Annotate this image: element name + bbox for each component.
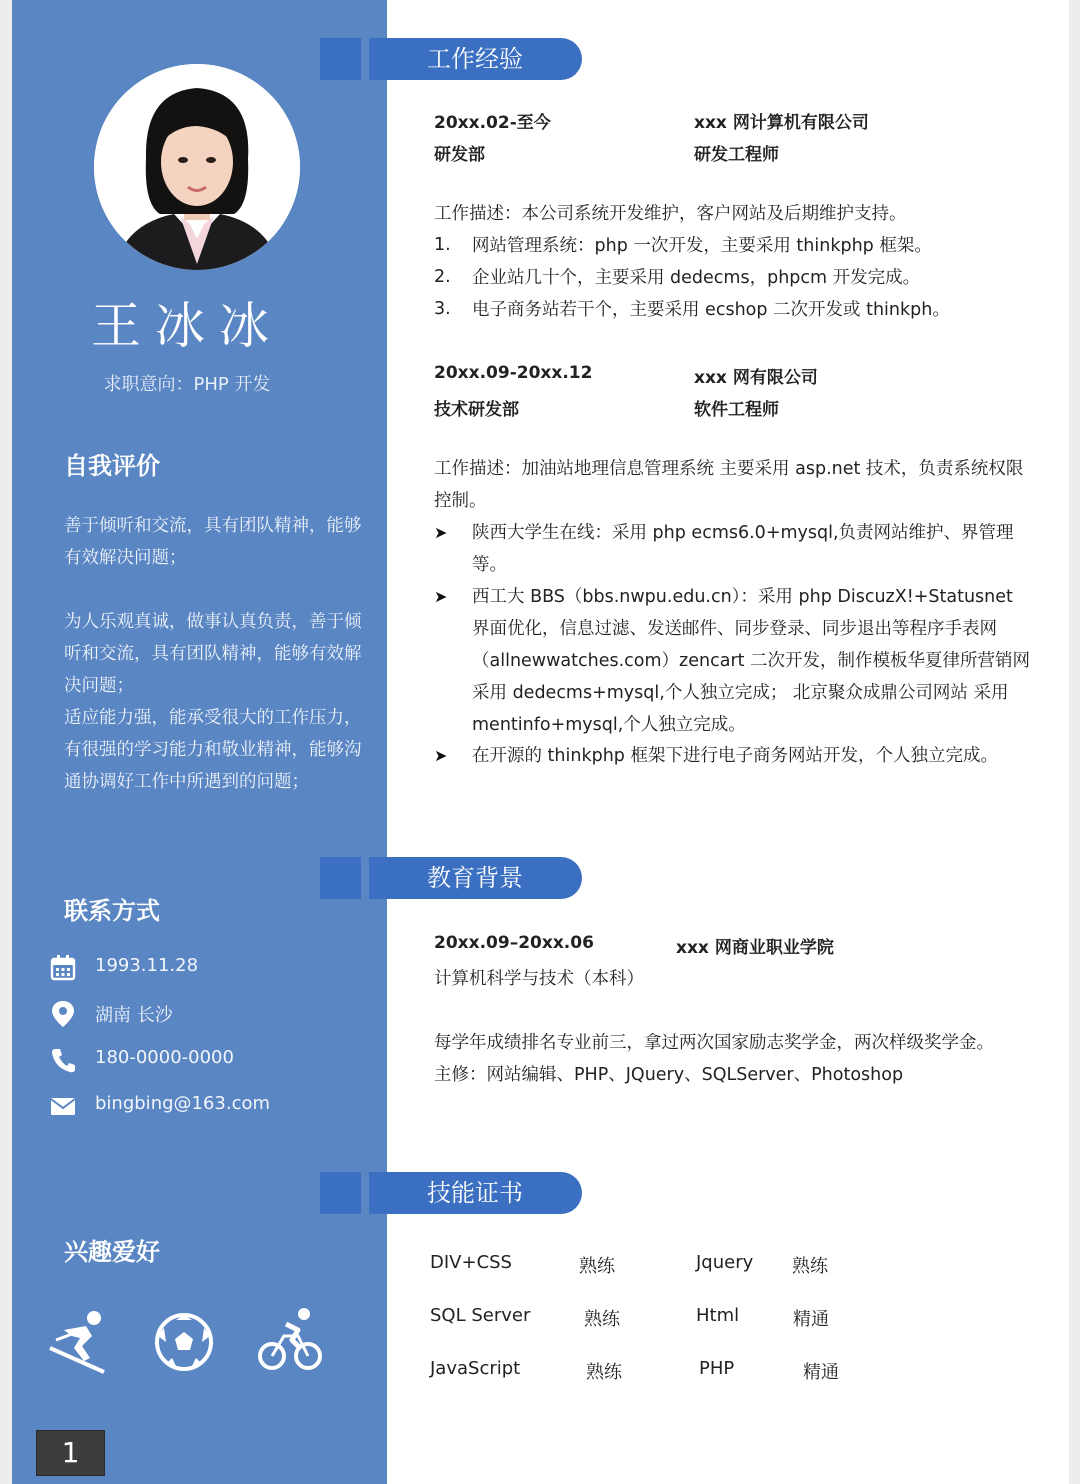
- job1-position: 研发工程师: [694, 145, 779, 165]
- birthday-text: 1993.11.28: [95, 955, 199, 976]
- location-pin-icon: [50, 1000, 76, 1028]
- education-section-title: 教育背景: [369, 857, 582, 899]
- work-section-tag: [320, 38, 582, 80]
- job1-item-1: 网站管理系统：php 一次开发，主要采用 thinkphp 框架。: [472, 236, 932, 256]
- phone-text: 180-0000-0000: [95, 1047, 234, 1068]
- work-section-title: 工作经验: [369, 38, 582, 80]
- bullet-arrow-icon: ➤: [434, 523, 448, 542]
- skiing-icon: [46, 1306, 110, 1376]
- section-square: [320, 38, 361, 80]
- self-eval-paragraph-2: 为人乐观真诚，做事认真负责，善于倾听和交流，具有团队精神，能够有效解决问题；: [64, 612, 362, 696]
- email-text: bingbing@163.com: [95, 1093, 271, 1114]
- education-major: 计算机科学与技术（本科）: [434, 969, 644, 989]
- skill-name: DIV+CSS: [430, 1252, 512, 1273]
- job1-company: xxx 网计算机有限公司: [694, 113, 869, 133]
- job1-item-2-number: 2.: [434, 267, 451, 287]
- section-square: [320, 857, 361, 899]
- education-section-tag: [320, 857, 582, 899]
- job1-department: 研发部: [434, 145, 485, 165]
- job1-period: 20xx.02-至今: [434, 113, 551, 133]
- job1-item-2: 企业站几十个，主要采用 dedecms，phpcm 开发完成。: [472, 268, 921, 288]
- skill-level: 熟练: [792, 1256, 828, 1277]
- job2-company: xxx 网有限公司: [694, 368, 818, 388]
- cycling-icon: [258, 1306, 322, 1376]
- skill-level: 熟练: [579, 1256, 615, 1277]
- contact-location: [50, 996, 370, 1032]
- skills-section-tag: [320, 1172, 582, 1214]
- skills-section-title: 技能证书: [369, 1172, 582, 1214]
- education-courses: 主修：网站编辑、PHP、JQuery、SQLServer、Photoshop: [434, 1065, 904, 1085]
- self-eval-heading: 自我评价: [64, 452, 160, 480]
- job1-description: 工作描述：本公司系统开发维护，客户网站及后期维护支持。: [434, 204, 907, 224]
- skill-level: 熟练: [586, 1362, 622, 1383]
- bullet-arrow-icon: ➤: [434, 746, 448, 765]
- page-number: 1: [36, 1430, 105, 1476]
- mail-icon: [50, 1092, 76, 1120]
- job2-department: 技术研发部: [434, 400, 519, 420]
- job2-item-3: 在开源的 thinkphp 框架下进行电子商务网站开发，个人独立完成。: [472, 746, 998, 766]
- job1-item-3-number: 3.: [434, 299, 451, 319]
- job2-description: 工作描述：加油站地理信息管理系统 主要采用 asp.net 技术，负责系统权限控制。: [434, 459, 1024, 511]
- education-school: xxx 网商业职业学院: [676, 938, 834, 958]
- skill-name: Html: [696, 1305, 740, 1326]
- phone-icon: [50, 1046, 76, 1074]
- job1-item-3: 电子商务站若干个，主要采用 ecshop 二次开发或 thinkph。: [472, 300, 950, 320]
- soccer-ball-icon: [152, 1306, 216, 1376]
- skill-level: 熟练: [584, 1309, 620, 1330]
- job2-item-1: 陕西大学生在线：采用 php ecms6.0+mysql,负责网站维护、界管理等。: [472, 523, 1014, 575]
- skill-name: Jquery: [696, 1252, 754, 1273]
- self-eval-paragraph-1: 善于倾听和交流，具有团队精神，能够有效解决问题；: [64, 516, 362, 568]
- job1-item-1-number: 1.: [434, 235, 451, 255]
- job2-item-2: 西工大 BBS（bbs.nwpu.edu.cn）：采用 php DiscuzX!+Statusnet 界面优化，信息过滤、发送邮件、同步登录、同步退出等程序手表网（allnewwatches.com）zencart 二次开发，制作模板华夏律所营销网 采用 dedecms+mysql,个人独立完成； 北京聚众成鼎公司网站 采用 mentinfo+mysql,个人独立完成。: [472, 587, 1031, 735]
- skill-level: 精通: [793, 1309, 829, 1330]
- candidate-name: 王冰冰: [91, 297, 283, 355]
- contact-phone: [50, 1042, 370, 1078]
- job2-position: 软件工程师: [694, 400, 779, 420]
- section-square: [320, 1172, 361, 1214]
- education-honors: 每学年成绩排名专业前三，拿过两次国家励志奖学金，两次样级奖学金。: [434, 1033, 994, 1053]
- job-intent: 求职意向：PHP 开发: [103, 374, 271, 395]
- bullet-arrow-icon: ➤: [434, 587, 448, 606]
- self-eval-paragraph-3: 适应能力强，能承受很大的工作压力，有很强的学习能力和敬业精神，能够沟通协调好工作中所遇到的问题；: [64, 708, 362, 792]
- skill-name: JavaScript: [430, 1358, 521, 1379]
- location-text: 湖南 长沙: [95, 1005, 173, 1026]
- contact-email: [50, 1088, 370, 1124]
- contact-birthday: [50, 950, 370, 986]
- hobby-heading: 兴趣爱好: [64, 1238, 160, 1266]
- contact-heading: 联系方式: [64, 897, 160, 925]
- sidebar: [12, 0, 387, 1484]
- skill-name: PHP: [699, 1358, 735, 1379]
- job2-period: 20xx.09-20xx.12: [434, 363, 593, 383]
- profile-photo: [94, 64, 300, 270]
- skill-level: 精通: [803, 1362, 839, 1383]
- education-period: 20xx.09–20xx.06: [434, 933, 594, 953]
- calendar-icon: [50, 954, 76, 982]
- skill-name: SQL Server: [430, 1305, 531, 1326]
